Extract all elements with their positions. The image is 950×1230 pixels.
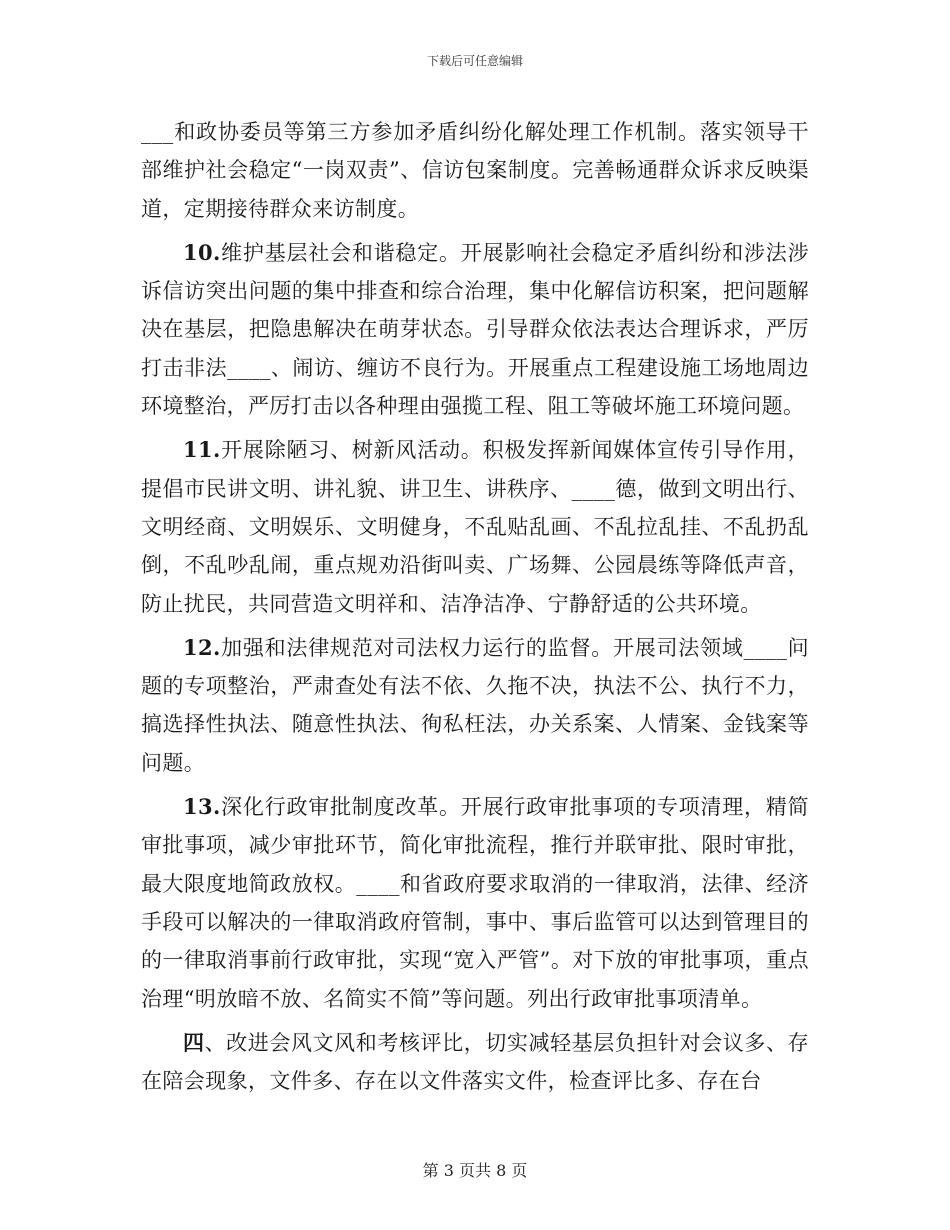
paragraph-text: 维护基层社会和谐稳定。开展影响社会稳定矛盾纠纷和涉法涉诉信访突出问题的集中排查和综合治理，集中化解信访积案，把问题解决在基层，把隐患解决在萌芽状态。引导群众依法表达合理诉求，严厉打击非法____、闹访、缠访不良行为。开展重点工程建设施工场地周边环境整治，严厉打击以各种理由强揽工程、阻工等破坏施工环境问题。 (141, 240, 809, 419)
paragraph-text: 深化行政审批制度改革。开展行政审批事项的专项清理，精简审批事项，减少审批环节，简化审批流程，推行并联审批、限时审批，最大限度地简政放权。____和省政府要求取消的一律取消，法律、经济手段可以解决的一律取消政府管制，事中、事后监管可以达到管理目的的一律取消事前行政审批，实现“宽入严管”。对下放的审批事项，重点治理“明放暗不放、名简实不简”等问题。列出行政审批事项清单。 (141, 795, 809, 1011)
paragraph-text: ___和政协委员等第三方参加矛盾纠纷化解处理工作机制。落实领导干部维护社会稳定“一岗双责”、信访包案制度。完善畅通群众诉求反映渠道，定期接待群众来访制度。 (141, 120, 809, 221)
paragraph-number: 13. (183, 794, 221, 820)
paragraph-number: 10. (183, 239, 221, 265)
section-number: 四 (183, 1029, 205, 1055)
paragraph-item-10 (141, 234, 809, 425)
paragraph-text: 加强和法律规范对司法权力运行的监督。开展司法领域____问题的专项整治，严肃查处有法不依、久拖不决，执法不公、执行不力，搞选择性执法、随意性执法、徇私枉法，办关系案、人情案、金钱案等问题。 (141, 635, 809, 775)
paragraph-text: 、改进会风文风和考核评比，切实减轻基层负担针对会议多、存在陪会现象，文件多、存在以文件落实文件，检查评比多、存在台 (141, 1030, 809, 1094)
document-body (141, 113, 809, 1106)
page-header: 下载后可任意编辑 (426, 54, 523, 68)
paragraph-continuation (141, 113, 809, 228)
paragraph-item-13 (141, 788, 809, 1018)
paragraph-number: 12. (183, 634, 221, 660)
paragraph-text: 开展除陋习、树新风活动。积极发挥新闻媒体宣传引导作用，提倡市民讲文明、讲礼貌、讲卫生、讲秩序、____德，做到文明出行、文明经商、文明娱乐、文明健身，不乱贴乱画、不乱拉乱挂、不乱扔乱倒，不乱吵乱闹，重点规劝沿街叫卖、广场舞、公园晨练等降低声音，防止扰民，共同营造文明祥和、洁净洁净、宁静舒适的公共环境。 (141, 438, 809, 616)
section-heading-four (141, 1024, 809, 1101)
page-footer: 第 3 页共 8 页 (422, 1161, 528, 1180)
paragraph-number: 11. (183, 437, 221, 463)
paragraph-item-12 (141, 629, 809, 782)
paragraph-item-11 (141, 431, 809, 622)
